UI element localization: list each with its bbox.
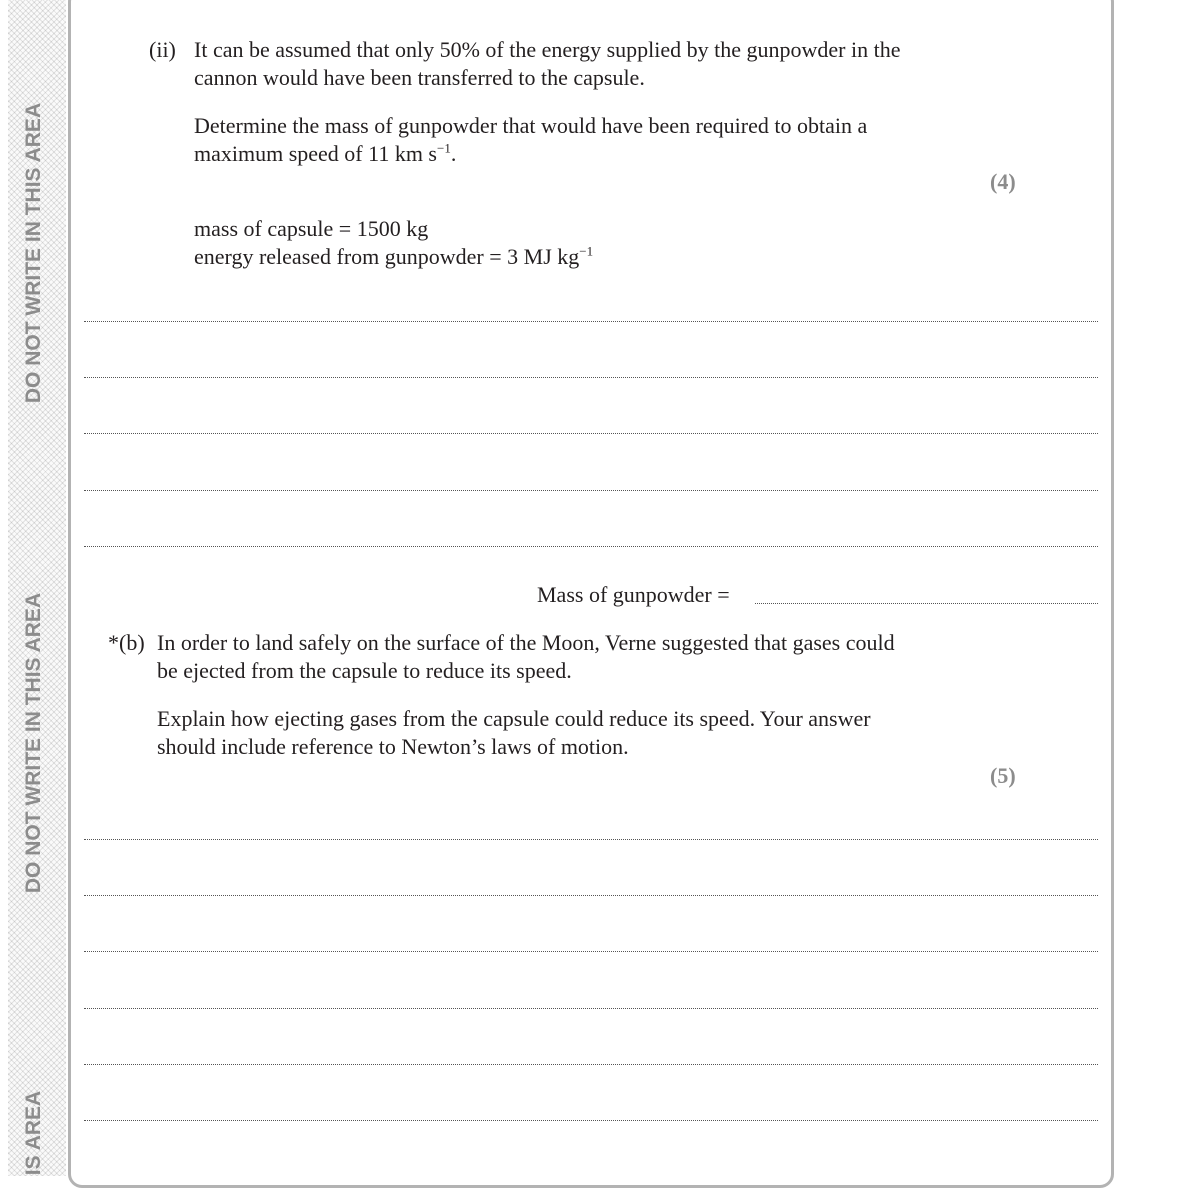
given-mass-capsule: mass of capsule = 1500 kg: [194, 216, 429, 241]
answer-line-b-2[interactable]: [84, 895, 1098, 896]
answer-field-mass-gunpowder[interactable]: [755, 603, 1098, 604]
answer-line-ii-4[interactable]: [84, 490, 1098, 491]
answer-line-ii-5[interactable]: [84, 546, 1098, 547]
part-b-task-line-1: Explain how ejecting gases from the capsule could reduce its speed. Your answer: [157, 706, 871, 731]
given-energy-released: energy released from gunpowder = 3 MJ $kg^{-1}$: [194, 243, 594, 269]
part-b-line-2: be ejected from the capsule to reduce its speed.: [157, 658, 572, 683]
margin-warning-1: DO NOT WRITE IN THIS AREA: [22, 102, 45, 404]
part-ii-marks: (4): [990, 169, 1016, 194]
answer-line-ii-3[interactable]: [84, 433, 1098, 434]
answer-label-mass-gunpowder: Mass of gunpowder =: [537, 582, 730, 607]
part-ii-line-2: cannon would have been transferred to the capsule.: [194, 65, 645, 90]
margin-warning-3: IS AREA: [22, 1090, 45, 1176]
answer-line-ii-2[interactable]: [84, 377, 1098, 378]
answer-line-ii-1[interactable]: [84, 321, 1098, 322]
answer-line-b-4[interactable]: [84, 1008, 1098, 1009]
answer-line-b-1[interactable]: [84, 839, 1098, 840]
answer-line-b-5[interactable]: [84, 1064, 1098, 1065]
margin-warning-2: DO NOT WRITE IN THIS AREA: [22, 592, 45, 894]
part-b-task-line-2: should include reference to Newton’s laws of motion.: [157, 734, 629, 759]
answer-line-b-6[interactable]: [84, 1120, 1098, 1121]
part-ii-line-1: It can be assumed that only 50% of the energy supplied by the gunpowder in the: [194, 37, 901, 62]
part-ii-task-line-1: Determine the mass of gunpowder that would have been required to obtain a: [194, 113, 868, 138]
answer-line-b-3[interactable]: [84, 951, 1098, 952]
part-b-label: *(b): [108, 630, 145, 655]
part-ii-task-line-2: maximum speed of 11 km $s^{-1}$.: [194, 140, 457, 166]
part-ii-label: (ii): [149, 37, 176, 62]
part-b-line-1: In order to land safely on the surface of the Moon, Verne suggested that gases could: [157, 630, 895, 655]
part-b-marks: (5): [990, 763, 1016, 788]
